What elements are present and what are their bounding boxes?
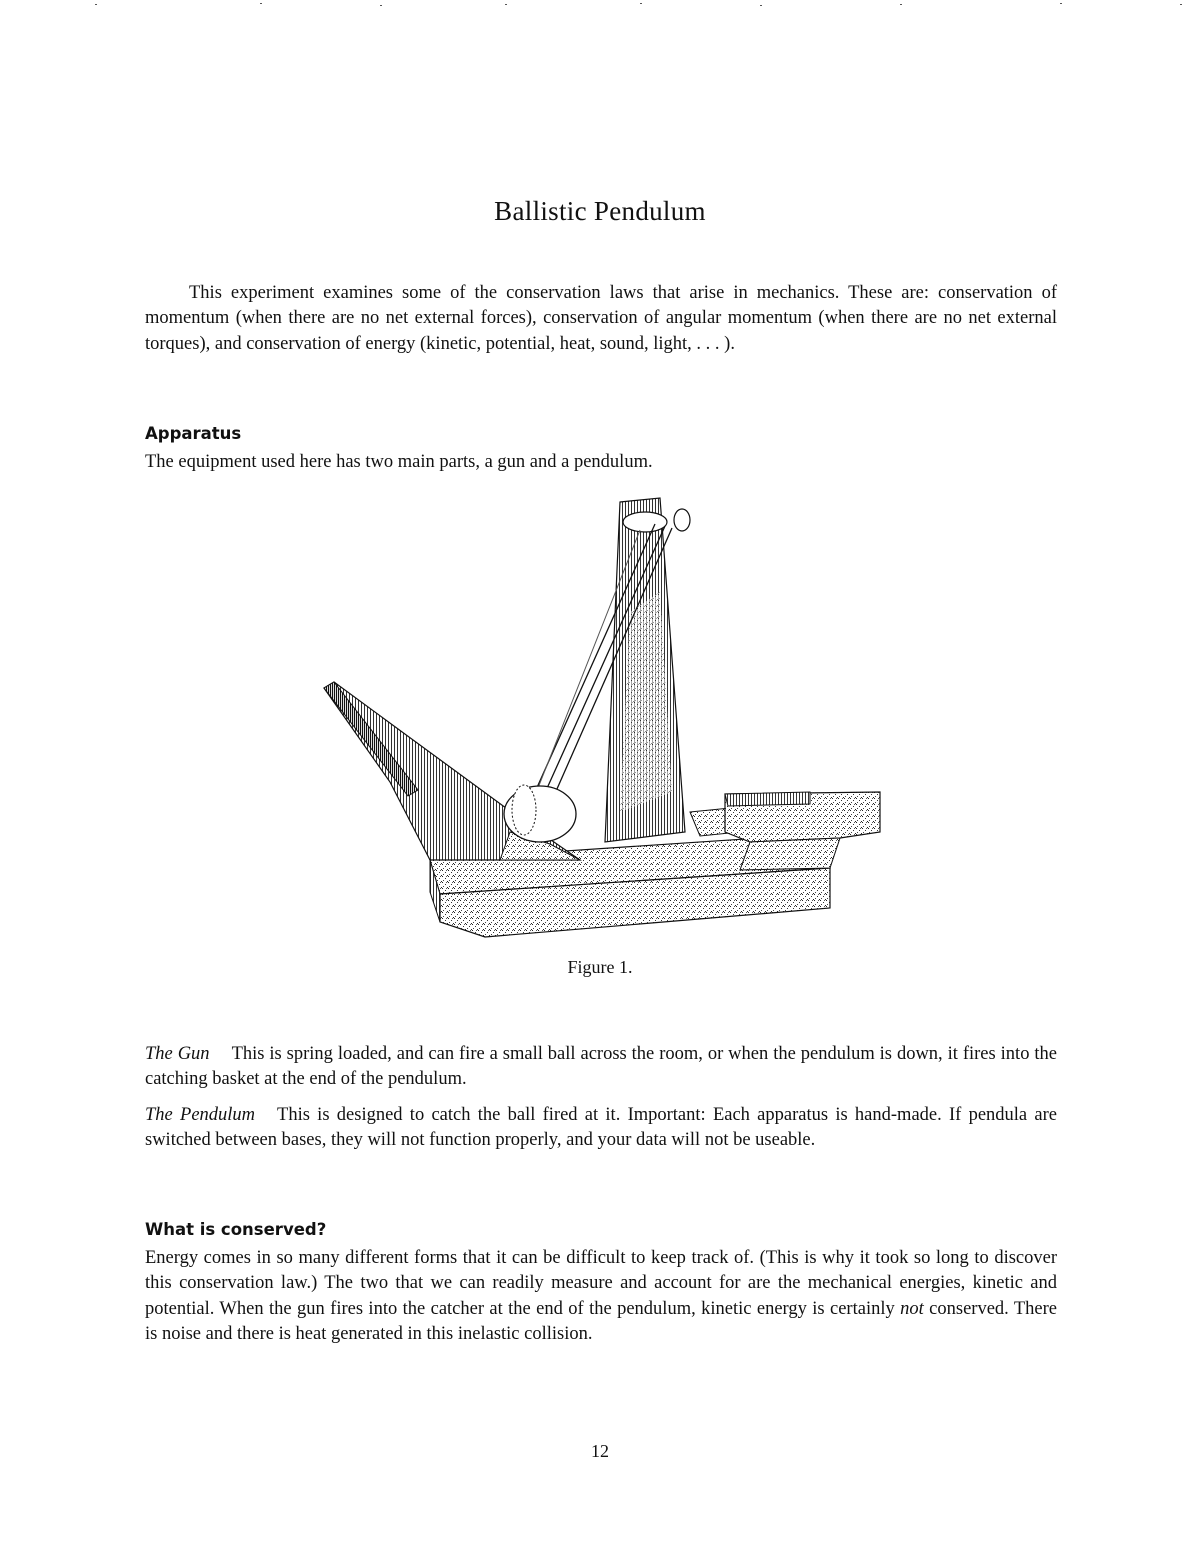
conserved-emphasis: not bbox=[900, 1298, 924, 1319]
catcher-opening bbox=[512, 785, 536, 835]
pendulum-description: This is designed to catch the ball fired at it. Important: Each apparatus is hand-made. If pendula are switched between bases, they will not function properly, and your data will not be useable. bbox=[145, 1105, 1057, 1151]
conserved-text-end: conserved. There is noise and there is heat generated in this inelastic collision. bbox=[145, 1298, 1057, 1344]
scan-speck bbox=[380, 5, 382, 6]
conserved-heading: What is conserved? bbox=[145, 1220, 327, 1239]
figure-caption: Figure 1. bbox=[567, 957, 633, 977]
gun-term: The Gun bbox=[145, 1044, 210, 1064]
scan-speck bbox=[760, 5, 762, 6]
document-title: Ballistic Pendulum bbox=[494, 196, 706, 226]
scale-front bbox=[740, 838, 840, 870]
scan-speck bbox=[260, 3, 262, 4]
pivot-cylinder bbox=[623, 512, 667, 532]
intro-paragraph: This experiment examines some of the conservation laws that arise in mechanics. These are: conservation of momentum (when there are no net external forces), conservation of angular momentum (when there are no net external torques), and conservation of energy (kinetic, potential, heat, sound, light, . . . ). bbox=[145, 283, 1057, 354]
apparatus-paragraph: The equipment used here has two main parts, a gun and a pendulum. bbox=[145, 452, 653, 472]
conserved-paragraph bbox=[145, 1246, 1057, 1347]
conserved-text-start: Energy comes in so many different forms that it can be difficult to keep track of. (This is why it took so long to discover this conservation law.) The two that we can readily measure and account for are the mechanical energies, kinetic and potential. When the gun fires into the catcher at the end of the pendulum, kinetic energy is certainly bbox=[145, 1248, 1057, 1319]
pendulum-paragraph bbox=[145, 1103, 1057, 1154]
ballistic-pendulum-figure bbox=[310, 492, 890, 942]
page-number: 12 bbox=[591, 1441, 609, 1461]
scan-speck bbox=[95, 4, 97, 5]
gun-paragraph bbox=[145, 1042, 1057, 1093]
apparatus-drawing bbox=[310, 492, 890, 942]
apparatus-heading: Apparatus bbox=[145, 424, 242, 443]
scan-speck bbox=[1060, 3, 1062, 4]
scan-speck bbox=[505, 4, 507, 5]
gun-description: This is spring loaded, and can fire a small ball across the room, or when the pendulum is down, it fires into the catching basket at the end of the pendulum. bbox=[145, 1044, 1057, 1090]
scale-track bbox=[725, 792, 810, 806]
pendulum-term: The Pendulum bbox=[145, 1105, 256, 1125]
scan-speck bbox=[900, 4, 902, 5]
scan-speck bbox=[1180, 4, 1182, 5]
pivot-cap bbox=[674, 509, 690, 531]
scan-speck bbox=[640, 3, 642, 4]
